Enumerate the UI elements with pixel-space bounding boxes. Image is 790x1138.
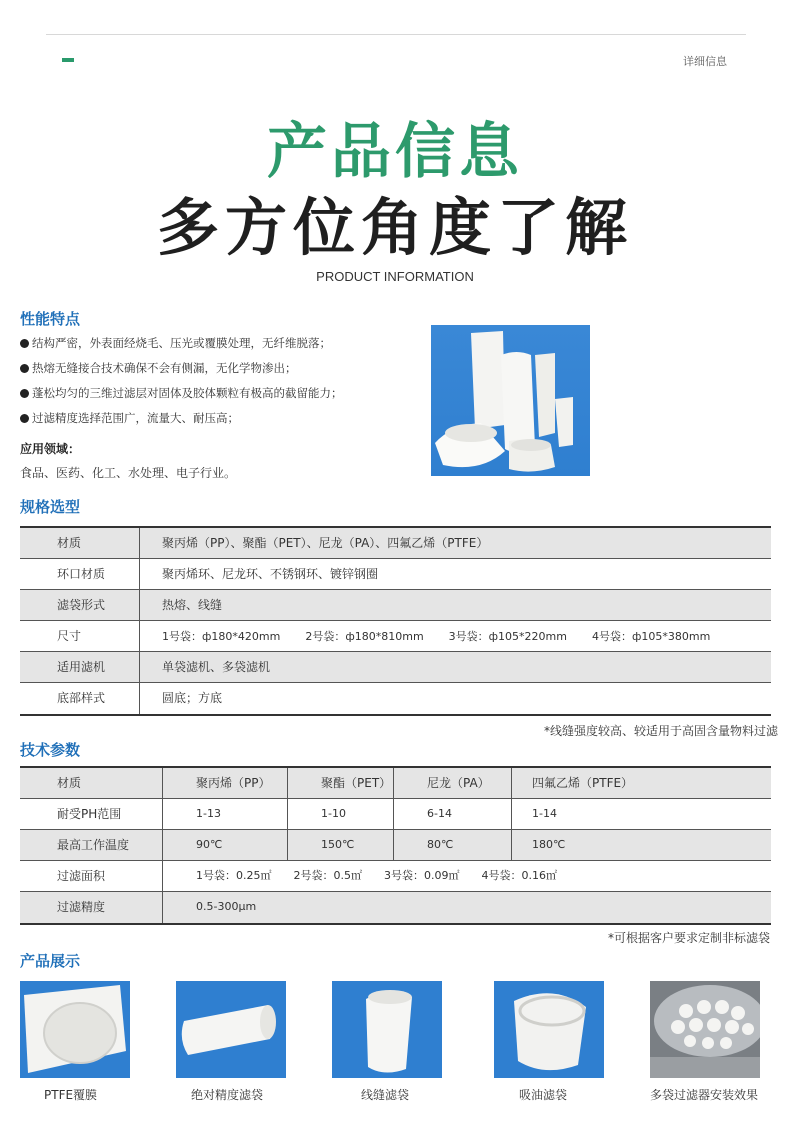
gallery-caption: 多袋过滤器安装效果 xyxy=(650,1088,759,1102)
ptfe-membrane-photo xyxy=(20,981,130,1078)
page-title-primary: 产品信息 xyxy=(267,117,523,187)
size-item: 2号袋：ф180*810mm xyxy=(305,630,424,643)
table-row xyxy=(20,861,771,892)
top-divider xyxy=(46,34,746,35)
absolute-precision-bag-photo xyxy=(176,981,286,1078)
spec-key: 材质 xyxy=(20,528,140,558)
accent-dash xyxy=(62,58,74,62)
tech-cell: 180℃ xyxy=(532,838,566,851)
feature-item: 热熔无缝接合技术确保不会有侧漏，无化学物渗出； xyxy=(20,361,420,386)
tech-cell: 90℃ xyxy=(163,830,288,860)
filter-area-values xyxy=(163,861,771,891)
gallery-item xyxy=(332,981,442,1078)
tech-table xyxy=(20,766,771,925)
feature-item: 过滤精度选择范围广，流量大、耐压高； xyxy=(20,411,420,436)
gallery-item xyxy=(650,981,760,1078)
bullet-icon xyxy=(20,364,29,373)
application-label: 应用领域： xyxy=(20,442,81,456)
bullet-icon xyxy=(20,414,29,423)
spec-key: 底部样式 xyxy=(20,683,140,714)
oil-absorbing-bag-photo xyxy=(494,981,604,1078)
tech-key: 材质 xyxy=(20,768,163,798)
size-item: 3号袋：ф105*220mm xyxy=(448,630,567,643)
table-row xyxy=(20,830,771,861)
spec-value: 热熔、线缝 xyxy=(162,598,223,612)
size-item: 1号袋：ф180*420mm xyxy=(162,630,281,643)
tech-cell: 0.5-300μm xyxy=(196,900,257,913)
spec-value: 单袋滤机、多袋滤机 xyxy=(162,660,271,674)
tech-heading: 技术参数 xyxy=(20,741,81,759)
spec-value: 圆底；方底 xyxy=(162,691,223,705)
area-item: 3号袋：0.09㎡ xyxy=(384,869,460,882)
table-row xyxy=(20,799,771,830)
size-item: 4号袋：ф105*380mm xyxy=(591,630,711,643)
gallery-heading: 产品展示 xyxy=(20,952,81,970)
tech-header-cell: 聚酯（PET） xyxy=(288,768,394,798)
gallery-caption: PTFE覆膜 xyxy=(44,1088,98,1102)
multi-bag-filter-photo xyxy=(650,981,760,1078)
tech-cell: 1-14 xyxy=(532,807,557,820)
gallery-item xyxy=(20,981,130,1078)
detail-info-label: 详细信息 xyxy=(683,55,727,68)
tech-key: 最高工作温度 xyxy=(20,830,163,860)
page-title-english: PRODUCT INFORMATION xyxy=(316,269,474,284)
gallery-caption: 线缝滤袋 xyxy=(361,1088,410,1102)
table-header-row xyxy=(20,768,771,799)
bullet-icon xyxy=(20,339,29,348)
gallery-caption: 吸油滤袋 xyxy=(519,1088,568,1102)
tech-header-cell: 尼龙（PA） xyxy=(394,768,512,798)
tech-cell: 6-14 xyxy=(394,799,512,829)
page-title-secondary: 多方位角度了解 xyxy=(156,191,633,264)
spec-key: 适用滤机 xyxy=(20,652,140,682)
table-row xyxy=(20,892,771,923)
sewn-bag-photo xyxy=(332,981,442,1078)
tech-cell: 150℃ xyxy=(288,830,394,860)
tech-key: 耐受PH范围 xyxy=(20,799,163,829)
tech-cell: 80℃ xyxy=(394,830,512,860)
tech-cell: 1-10 xyxy=(288,799,394,829)
table-row xyxy=(20,559,771,590)
bullet-icon xyxy=(20,389,29,398)
spec-note: *线缝强度较高、较适用于高固含量物料过滤 xyxy=(543,724,778,738)
table-row xyxy=(20,683,771,714)
table-row xyxy=(20,528,771,559)
gallery-item xyxy=(494,981,604,1078)
spec-heading: 规格选型 xyxy=(20,498,81,516)
spec-value xyxy=(140,621,771,651)
tech-header-cell: 四氟乙烯（PTFE） xyxy=(532,776,634,790)
spec-value: 聚丙烯环、尼龙环、不锈钢环、镀锌钢圈 xyxy=(162,567,379,581)
table-row xyxy=(20,621,771,652)
table-row xyxy=(20,590,771,621)
tech-cell: 1-13 xyxy=(163,799,288,829)
tech-header-cell: 聚丙烯（PP） xyxy=(163,768,288,798)
spec-value: 聚丙烯（PP）、聚酯（PET）、尼龙（PA）、四氟乙烯（PTFE） xyxy=(162,536,489,550)
features-heading: 性能特点 xyxy=(20,310,81,328)
spec-key: 环口材质 xyxy=(20,559,140,589)
spec-key: 滤袋形式 xyxy=(20,590,140,620)
feature-list xyxy=(20,336,420,436)
filter-bags-photo xyxy=(431,325,590,476)
table-row xyxy=(20,652,771,683)
spec-table xyxy=(20,526,771,716)
area-item: 1号袋：0.25㎡ xyxy=(196,869,272,882)
application-text: 食品、医药、化工、水处理、电子行业。 xyxy=(20,466,237,480)
area-item: 4号袋：0.16㎡ xyxy=(481,869,557,882)
feature-item: 蓬松均匀的三维过滤层对固体及胶体颗粒有极高的截留能力； xyxy=(20,386,420,411)
tech-key: 过滤精度 xyxy=(20,892,163,923)
tech-key: 过滤面积 xyxy=(20,861,163,891)
feature-item: 结构严密，外表面经烧毛、压光或覆膜处理，无纤维脱落； xyxy=(20,336,420,361)
spec-key: 尺寸 xyxy=(20,621,140,651)
gallery-caption: 绝对精度滤袋 xyxy=(191,1088,264,1102)
area-item: 2号袋：0.5㎡ xyxy=(293,869,362,882)
gallery-item xyxy=(176,981,286,1078)
tech-note: *可根据客户要求定制非标滤袋 xyxy=(607,931,770,945)
